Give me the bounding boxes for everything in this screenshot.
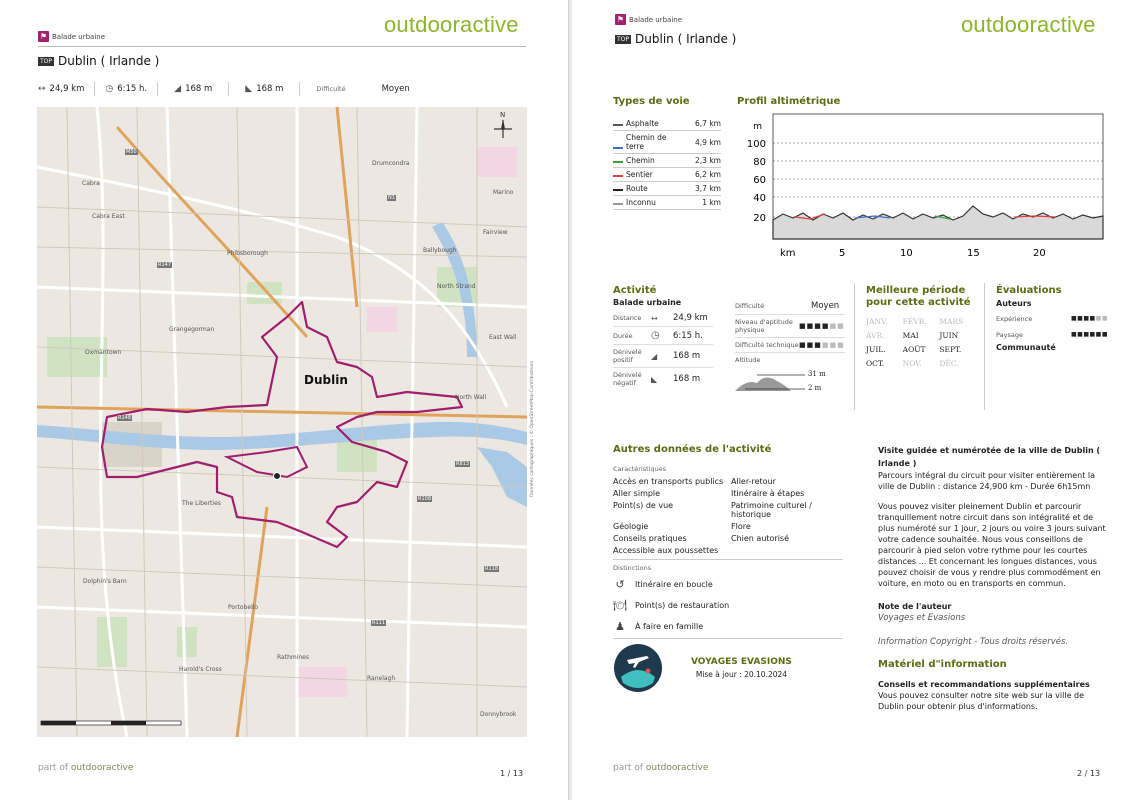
activity-title: Activité bbox=[613, 285, 657, 296]
ascent-icon: ◢ bbox=[174, 84, 182, 94]
copyright-text: Information Copyright - Tous droits réservés. bbox=[878, 637, 1069, 647]
difficulty-row: Difficulté Moyen bbox=[735, 298, 845, 315]
feature-item: Itinéraire à étapes bbox=[731, 489, 805, 498]
other-data-title: Autres données de l'activité bbox=[613, 444, 772, 455]
feature-item bbox=[731, 546, 843, 555]
altitude-graphic: 31 m 2 m bbox=[735, 367, 845, 395]
road-label: M50 bbox=[126, 149, 137, 155]
description-section bbox=[878, 444, 1110, 712]
experience-level bbox=[1071, 315, 1108, 323]
map-place-label: Harold's Cross bbox=[179, 666, 222, 673]
map-place-label: Cabra bbox=[82, 180, 100, 187]
page-1 bbox=[0, 0, 565, 800]
road-label: R147 bbox=[158, 262, 172, 268]
map-place-label: Ranelagh bbox=[367, 675, 396, 682]
voie-row: Chemin 2,3 km bbox=[613, 154, 721, 168]
feature-item: Aller simple bbox=[613, 489, 661, 498]
level-dot: ■ bbox=[799, 341, 807, 349]
month-item: AVR. bbox=[866, 331, 885, 340]
road-label: R118 bbox=[485, 566, 499, 572]
level-dot: ■ bbox=[1089, 315, 1096, 322]
level-dot: ■ bbox=[829, 341, 838, 349]
page-divider bbox=[568, 0, 572, 800]
level-dot: ■ bbox=[1083, 331, 1090, 338]
stat-difficulty: Difficulté Moyen bbox=[316, 84, 410, 94]
other-data-section bbox=[613, 444, 843, 693]
types-de-voie-table bbox=[613, 117, 721, 210]
y-tick: 80 bbox=[753, 157, 766, 168]
brand-logo[interactable]: outdooractive bbox=[384, 12, 519, 37]
map-place-label: East Wall bbox=[489, 334, 517, 341]
month-item: AOÛT bbox=[902, 345, 926, 354]
altitude-row: Altitude bbox=[735, 356, 761, 364]
aptitude-level bbox=[799, 322, 845, 330]
y-tick: 40 bbox=[753, 193, 766, 204]
feature-item: Flore bbox=[731, 522, 751, 531]
distinction-item: ↺ Itinéraire en boucle bbox=[613, 578, 843, 591]
activity-subtitle: Balade urbaine bbox=[613, 298, 682, 307]
feature-item: Point(s) de vue bbox=[613, 501, 674, 510]
map-place-label: Portobello bbox=[228, 604, 259, 611]
stat-duration: ◷ 6:15 h. bbox=[95, 82, 158, 96]
map-canvas bbox=[37, 107, 527, 737]
stat-descent: ◣ 168 m bbox=[229, 82, 300, 96]
author-updated: Mise à jour : 20.10.2024 bbox=[695, 670, 788, 679]
road-label: N1 bbox=[388, 195, 395, 201]
month-item: JUIN bbox=[939, 331, 959, 340]
map-place-label: North Strand bbox=[437, 283, 476, 290]
header-divider bbox=[38, 46, 526, 47]
description-intro: Parcours intégral du circuit pour visiter entièrement la ville de Dublin : distance 24,900 km - Durée 6h15mn bbox=[878, 471, 1096, 491]
road-label: R813 bbox=[456, 461, 470, 467]
voie-row: Route 3,7 km bbox=[613, 182, 721, 196]
y-tick: 100 bbox=[746, 139, 766, 150]
distinctions-label: Distinctions bbox=[613, 564, 652, 572]
month-item: JUIL. bbox=[866, 345, 886, 354]
technique-row: Difficulté technique ■■■■■■ bbox=[735, 338, 845, 353]
feature-item: Conseils pratiques bbox=[613, 534, 687, 543]
conseils-title: Conseils et recommandations supplémentaires bbox=[878, 680, 1090, 689]
auteurs-label: Auteurs bbox=[996, 299, 1032, 308]
map-place-label: Rathmines bbox=[277, 654, 310, 661]
level-dot: ■ bbox=[837, 322, 845, 330]
month-item: MAI bbox=[902, 331, 919, 340]
distinction-item: 🍽 Point(s) de restauration bbox=[613, 599, 730, 612]
voie-row: Asphalte 6,7 km bbox=[613, 117, 721, 131]
level-dot: ■ bbox=[829, 322, 838, 330]
page-2 bbox=[575, 0, 1140, 800]
ascent-icon: ◢ bbox=[651, 351, 658, 361]
level-dot: ■ bbox=[806, 341, 815, 349]
materiel-title: Matériel d"information bbox=[878, 659, 1007, 670]
road-label: R111 bbox=[372, 620, 386, 626]
top-badge: TOP bbox=[617, 35, 630, 43]
walking-icon: ⚑ bbox=[39, 32, 48, 41]
descent-icon: ◣ bbox=[245, 84, 253, 94]
aptitude-row: Niveau d'aptitude physique ■■■■■■ bbox=[735, 315, 845, 338]
map-place-label: Drumcondra bbox=[372, 160, 410, 167]
footer-part-of: part of outdooractive bbox=[613, 763, 709, 773]
level-dot: ■ bbox=[821, 341, 830, 349]
level-dot: ■ bbox=[1070, 315, 1078, 322]
month-item: SEPT. bbox=[939, 345, 962, 354]
profil-title: Profil altimétrique bbox=[737, 96, 841, 107]
clock-icon: ◷ bbox=[651, 330, 660, 341]
month-item: NOV. bbox=[902, 359, 922, 368]
elevation-profile-chart bbox=[735, 110, 1107, 260]
month-item: FÉVR. bbox=[902, 317, 927, 326]
conseils-text: Vous pouvez consulter notre site web sur la ville de Dublin pour obtenir plus d'informations. bbox=[878, 691, 1085, 711]
author-card[interactable] bbox=[613, 643, 843, 693]
x-tick: 15 bbox=[967, 248, 980, 259]
activity-section bbox=[613, 285, 845, 395]
page-number: 2 / 13 bbox=[1077, 769, 1101, 778]
level-dot: ■ bbox=[1077, 331, 1084, 338]
activity-duree-row: Durée ◷ 6:15 h. bbox=[613, 327, 713, 345]
note-author: Voyages et Evasions bbox=[878, 613, 966, 623]
experience-row: Expérience ■■■■■■ bbox=[996, 315, 1108, 323]
y-tick: 60 bbox=[753, 175, 766, 186]
category-label: ⚑ Balade urbaine bbox=[616, 15, 683, 24]
author-name: VOYAGES EVASIONS bbox=[691, 657, 792, 667]
map-credit: Données cartographiques : © OpenStreetMap-Contributeurs bbox=[530, 360, 535, 497]
activity-dpos-row: Dénivelé positif ◢ 168 m bbox=[613, 345, 713, 368]
feature-item: Accès en transports publics bbox=[613, 477, 724, 486]
voie-swatch bbox=[613, 161, 623, 163]
distance-icon: ↔ bbox=[651, 313, 658, 323]
voie-swatch bbox=[613, 189, 623, 191]
voie-swatch bbox=[613, 147, 623, 149]
map-place-label: The Liberties bbox=[182, 500, 221, 507]
map-place-label: Donnybrook bbox=[480, 711, 517, 718]
route-map[interactable] bbox=[37, 107, 535, 737]
communaute-label: Communauté bbox=[996, 343, 1056, 352]
distance-icon: ↔ bbox=[38, 84, 46, 94]
feature-item: Accessible aux poussettes bbox=[613, 546, 719, 555]
stat-distance: ↔ 24,9 km bbox=[38, 82, 95, 96]
level-dot: ■ bbox=[1101, 331, 1108, 338]
map-place-label: Phibsborough bbox=[227, 250, 268, 257]
month-item: JANV. bbox=[866, 317, 888, 326]
feature-item: Aller-retour bbox=[731, 477, 776, 486]
level-dot: ■ bbox=[814, 341, 822, 349]
map-place-label: Dolphin's Barn bbox=[83, 578, 127, 585]
page-title: TOP Dublin ( Irlande ) bbox=[617, 32, 737, 46]
footer-part-of: part of outdooractive bbox=[38, 763, 134, 773]
svg-text:N: N bbox=[500, 111, 506, 119]
paysage-level bbox=[1071, 331, 1108, 339]
distinction-item: ♟ À faire en famille bbox=[613, 620, 843, 633]
page-number: 1 / 13 bbox=[500, 769, 524, 778]
top-badge: TOP bbox=[40, 57, 53, 65]
start-marker bbox=[274, 473, 281, 480]
level-dot: ■ bbox=[814, 322, 822, 330]
map-place-label: Fairview bbox=[483, 229, 508, 236]
voie-swatch bbox=[613, 203, 623, 205]
restaurant-icon: 🍽 bbox=[613, 599, 627, 612]
months-grid bbox=[866, 317, 976, 368]
month-item: DÉC. bbox=[939, 359, 959, 368]
month-item: OCT. bbox=[866, 359, 885, 368]
level-dot: ■ bbox=[821, 322, 830, 330]
map-place-label: Marino bbox=[493, 189, 514, 196]
paysage-row: Paysage ■■■■■■ bbox=[996, 331, 1108, 339]
voie-swatch bbox=[613, 175, 623, 177]
road-label: R148 bbox=[118, 415, 132, 421]
activity-distance-row: Distance ↔ 24,9 km bbox=[613, 310, 713, 327]
note-title: Note de l'auteur bbox=[878, 602, 952, 611]
x-tick: 5 bbox=[839, 248, 846, 259]
map-place-label: Grangegorman bbox=[169, 326, 215, 333]
loop-icon: ↺ bbox=[615, 578, 625, 591]
level-dot: ■ bbox=[1070, 331, 1078, 338]
level-dot: ■ bbox=[799, 322, 807, 330]
voie-row: Chemin de terre 4,9 km bbox=[613, 131, 721, 154]
evaluations-title: Évaluations bbox=[996, 285, 1062, 296]
map-city-label: Dublin bbox=[304, 373, 348, 387]
road-label: R108 bbox=[418, 496, 432, 502]
stats-bar bbox=[38, 80, 526, 98]
level-dot: ■ bbox=[1095, 331, 1102, 338]
walking-icon: ⚑ bbox=[616, 15, 625, 24]
x-tick: 10 bbox=[900, 248, 913, 259]
stat-ascent: ◢ 168 m bbox=[158, 82, 229, 96]
level-dot: ■ bbox=[1101, 315, 1108, 322]
category-label: ⚑ Balade urbaine bbox=[39, 32, 106, 41]
activity-dneg-row: Dénivelé négatif ◣ 168 m bbox=[613, 371, 701, 387]
level-dot: ■ bbox=[1083, 315, 1090, 322]
author-avatar bbox=[613, 643, 663, 693]
x-tick: 20 bbox=[1033, 248, 1046, 259]
voie-row: Sentier 6,2 km bbox=[613, 168, 721, 182]
level-dot: ■ bbox=[806, 322, 815, 330]
level-dot: ■ bbox=[1077, 315, 1084, 322]
feature-item: Patrimoine culturel / historique bbox=[731, 501, 812, 519]
y-unit: m bbox=[753, 122, 762, 132]
column-divider bbox=[984, 283, 985, 410]
column-divider bbox=[854, 283, 855, 410]
description-heading: Visite guidée et numérotée de la ville de Dublin ( Irlande ) bbox=[878, 446, 1101, 468]
best-period-section bbox=[866, 285, 976, 368]
map-place-label: North Wall bbox=[455, 394, 487, 401]
description-body: Vous pouvez visiter pleinement Dublin et parcourir tranquillement notre circuit dans son intégralité et de plus numéroté sur 1 jour, 2 jours ou voire 3 jours suivant votre cadence souhaitée. Nous vous conseillons de parcourir à pied selon votre rythme pour les courtes distances ... Et concernant les longues distances, vous pouvez choisir de vous y rendre plus commodément en voiture, en moto ou en transports en commun. bbox=[878, 502, 1106, 588]
feature-item: Géologie bbox=[613, 522, 649, 531]
best-period-title: Meilleure période pour cette activité bbox=[866, 285, 971, 308]
page-title: TOP Dublin ( Irlande ) bbox=[40, 54, 160, 68]
descent-icon: ◣ bbox=[651, 374, 658, 384]
level-dot: ■ bbox=[1095, 315, 1102, 322]
map-place-label: Ballybough bbox=[423, 247, 457, 254]
month-item: MARS bbox=[939, 317, 964, 326]
evaluations-section bbox=[996, 285, 1108, 352]
types-de-voie-title: Types de voie bbox=[613, 96, 690, 107]
y-tick: 20 bbox=[753, 213, 766, 224]
technique-level bbox=[799, 341, 845, 349]
level-dot: ■ bbox=[1089, 331, 1096, 338]
voie-row: Inconnu 1 km bbox=[613, 196, 721, 210]
family-icon: ♟ bbox=[615, 620, 625, 633]
features-grid bbox=[613, 477, 843, 555]
clock-icon: ◷ bbox=[105, 84, 114, 94]
map-place-label: Cabra East bbox=[92, 213, 125, 220]
caracteristiques-label: Caractéristiques bbox=[613, 465, 667, 473]
level-dot: ■ bbox=[837, 341, 845, 349]
map-place-label: Oxmantown bbox=[85, 349, 122, 356]
x-unit: km bbox=[780, 248, 796, 259]
feature-item: Chien autorisé bbox=[731, 534, 790, 543]
brand-logo[interactable]: outdooractive bbox=[961, 12, 1096, 37]
voie-swatch bbox=[613, 124, 623, 126]
